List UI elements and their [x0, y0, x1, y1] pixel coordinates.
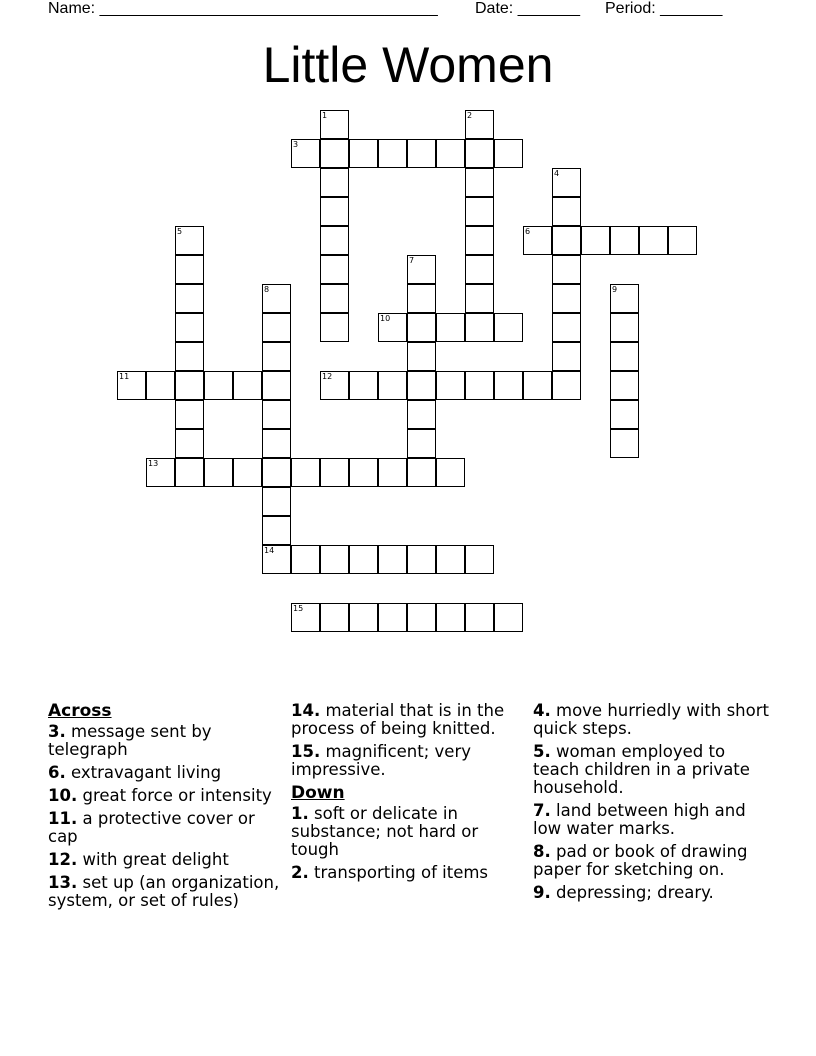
- grid-cell[interactable]: [436, 545, 465, 574]
- clue-text: move hurriedly with short quick steps.: [533, 701, 769, 738]
- grid-cell[interactable]: [262, 487, 291, 516]
- grid-cell[interactable]: [233, 371, 262, 400]
- grid-cell[interactable]: [320, 458, 349, 487]
- grid-cell[interactable]: [581, 226, 610, 255]
- down-heading: Down: [291, 783, 345, 803]
- page-title: Little Women: [262, 37, 554, 93]
- grid-cell[interactable]: [204, 458, 233, 487]
- grid-cell[interactable]: [465, 603, 494, 632]
- grid-cell[interactable]: [175, 226, 204, 255]
- clues-column-3: [533, 702, 769, 907]
- cell-number: 5: [177, 227, 183, 236]
- grid-cell[interactable]: [610, 313, 639, 342]
- grid-cell[interactable]: [320, 284, 349, 313]
- clue-number: 8.: [533, 842, 551, 861]
- grid-cell[interactable]: [407, 400, 436, 429]
- cell-number: 11: [119, 372, 130, 381]
- grid-cell[interactable]: [262, 458, 291, 487]
- grid-cell[interactable]: [175, 429, 204, 458]
- clue-number: 1.: [291, 804, 309, 823]
- clue-down-4: [533, 702, 769, 738]
- grid-cell[interactable]: [407, 139, 436, 168]
- date-field-label[interactable]: Date: _______: [475, 0, 580, 17]
- grid-cell[interactable]: [407, 545, 436, 574]
- grid-cell[interactable]: [262, 429, 291, 458]
- grid-cell[interactable]: [552, 255, 581, 284]
- grid-cell[interactable]: [552, 313, 581, 342]
- grid-cell[interactable]: [552, 226, 581, 255]
- grid-cell[interactable]: [494, 139, 523, 168]
- grid-cell[interactable]: [175, 255, 204, 284]
- grid-cell[interactable]: [320, 110, 349, 139]
- clue-number: 5.: [533, 742, 551, 761]
- clue-number: 7.: [533, 801, 551, 820]
- clue-across-11: [48, 810, 284, 846]
- grid-cell[interactable]: [175, 313, 204, 342]
- clue-down-8: [533, 843, 769, 879]
- clue-number: 9.: [533, 883, 551, 902]
- clue-across-3: [48, 723, 284, 759]
- clue-text: set up (an organization, system, or set of rules): [48, 873, 280, 910]
- grid-cell[interactable]: [407, 603, 436, 632]
- clue-text: transporting of items: [314, 863, 489, 882]
- grid-cell[interactable]: [407, 458, 436, 487]
- grid-cell[interactable]: [610, 226, 639, 255]
- grid-cell[interactable]: [523, 226, 552, 255]
- clue-text: woman employed to teach children in a private household.: [533, 742, 750, 797]
- grid-cell[interactable]: [378, 545, 407, 574]
- grid-cell[interactable]: [436, 313, 465, 342]
- cell-number: 6: [525, 227, 531, 236]
- grid-cell[interactable]: [262, 371, 291, 400]
- grid-cell[interactable]: [320, 603, 349, 632]
- cell-number: 7: [409, 256, 415, 265]
- grid-cell[interactable]: [465, 545, 494, 574]
- clue-across-14: [291, 702, 527, 738]
- cell-number: 12: [322, 372, 333, 381]
- clue-text: depressing; dreary.: [556, 883, 714, 902]
- clues-column-1: [48, 702, 284, 915]
- grid-cell[interactable]: [378, 313, 407, 342]
- clue-across-13: [48, 874, 284, 910]
- clue-across-12: [48, 851, 284, 869]
- grid-cell[interactable]: [407, 284, 436, 313]
- grid-cell[interactable]: [552, 371, 581, 400]
- period-field-label[interactable]: Period: _______: [605, 0, 723, 17]
- clue-text: a protective cover or cap: [48, 809, 255, 846]
- grid-cell[interactable]: [320, 255, 349, 284]
- grid-cell[interactable]: [175, 458, 204, 487]
- grid-cell[interactable]: [291, 603, 320, 632]
- cell-number: 15: [293, 604, 304, 613]
- grid-cell[interactable]: [407, 313, 436, 342]
- cell-number: 10: [380, 314, 391, 323]
- grid-cell[interactable]: [320, 139, 349, 168]
- grid-cell[interactable]: [262, 284, 291, 313]
- clue-across-6: [48, 764, 284, 782]
- grid-cell[interactable]: [378, 603, 407, 632]
- grid-cell[interactable]: [552, 342, 581, 371]
- cell-number: 13: [148, 459, 159, 468]
- grid-cell[interactable]: [291, 139, 320, 168]
- grid-cell[interactable]: [465, 110, 494, 139]
- name-field-label[interactable]: Name: ______________________________________: [48, 0, 438, 17]
- grid-cell[interactable]: [465, 255, 494, 284]
- grid-cell[interactable]: [175, 284, 204, 313]
- clues-column-2: [291, 702, 527, 887]
- clue-number: 2.: [291, 863, 309, 882]
- grid-cell[interactable]: [407, 255, 436, 284]
- grid-cell[interactable]: [291, 545, 320, 574]
- clue-number: 14.: [291, 701, 321, 720]
- grid-cell[interactable]: [175, 342, 204, 371]
- clue-number: 11.: [48, 809, 78, 828]
- grid-cell[interactable]: [233, 458, 262, 487]
- grid-cell[interactable]: [117, 371, 146, 400]
- grid-cell[interactable]: [668, 226, 697, 255]
- clue-text: material that is in the process of being knitted.: [291, 701, 505, 738]
- clue-down-9: [533, 884, 769, 902]
- clue-number: 3.: [48, 722, 66, 741]
- grid-cell[interactable]: [262, 545, 291, 574]
- grid-cell[interactable]: [523, 371, 552, 400]
- grid-cell[interactable]: [320, 226, 349, 255]
- grid-cell[interactable]: [378, 458, 407, 487]
- grid-cell[interactable]: [610, 342, 639, 371]
- grid-cell[interactable]: [436, 139, 465, 168]
- grid-cell[interactable]: [146, 371, 175, 400]
- grid-cell[interactable]: [465, 226, 494, 255]
- clue-text: soft or delicate in substance; not hard or tough: [291, 804, 479, 859]
- grid-cell[interactable]: [320, 371, 349, 400]
- clue-text: with great delight: [82, 850, 229, 869]
- grid-cell[interactable]: [552, 168, 581, 197]
- clue-across-10: [48, 787, 284, 805]
- across-heading: Across: [48, 701, 112, 721]
- grid-cell[interactable]: [349, 458, 378, 487]
- grid-cell[interactable]: [610, 400, 639, 429]
- grid-cell[interactable]: [378, 139, 407, 168]
- grid-cell[interactable]: [465, 197, 494, 226]
- grid-cell[interactable]: [262, 516, 291, 545]
- cell-number: 4: [554, 169, 560, 178]
- clue-down-2: [291, 864, 527, 882]
- cell-number: 8: [264, 285, 270, 294]
- grid-cell[interactable]: [407, 342, 436, 371]
- clue-number: 10.: [48, 786, 78, 805]
- grid-cell[interactable]: [407, 371, 436, 400]
- clue-number: 12.: [48, 850, 78, 869]
- grid-cell[interactable]: [291, 458, 320, 487]
- clue-number: 15.: [291, 742, 321, 761]
- clue-text: message sent by telegraph: [48, 722, 212, 759]
- cell-number: 3: [293, 140, 299, 149]
- clue-number: 6.: [48, 763, 66, 782]
- clue-down-7: [533, 802, 769, 838]
- clue-down-1: [291, 805, 527, 859]
- grid-cell[interactable]: [465, 139, 494, 168]
- clue-text: magnificent; very impressive.: [291, 742, 471, 779]
- grid-cell[interactable]: [610, 284, 639, 313]
- grid-cell[interactable]: [552, 284, 581, 313]
- grid-cell[interactable]: [465, 284, 494, 313]
- grid-cell[interactable]: [494, 313, 523, 342]
- clue-text: pad or book of drawing paper for sketching on.: [533, 842, 748, 879]
- grid-cell[interactable]: [494, 371, 523, 400]
- clue-text: land between high and low water marks.: [533, 801, 746, 838]
- grid-cell[interactable]: [320, 313, 349, 342]
- grid-cell[interactable]: [262, 342, 291, 371]
- grid-cell[interactable]: [320, 545, 349, 574]
- grid-cell[interactable]: [552, 197, 581, 226]
- grid-cell[interactable]: [349, 139, 378, 168]
- grid-cell[interactable]: [639, 226, 668, 255]
- grid-cell[interactable]: [465, 168, 494, 197]
- grid-cell[interactable]: [465, 313, 494, 342]
- cell-number: 9: [612, 285, 618, 294]
- grid-cell[interactable]: [320, 197, 349, 226]
- grid-cell[interactable]: [494, 603, 523, 632]
- grid-cell[interactable]: [610, 429, 639, 458]
- grid-cell[interactable]: [320, 168, 349, 197]
- clue-down-5: [533, 743, 769, 797]
- grid-cell[interactable]: [436, 458, 465, 487]
- grid-cell[interactable]: [262, 400, 291, 429]
- grid-cell[interactable]: [349, 371, 378, 400]
- grid-cell[interactable]: [146, 458, 175, 487]
- clue-number: 4.: [533, 701, 551, 720]
- grid-cell[interactable]: [175, 400, 204, 429]
- grid-cell[interactable]: [436, 603, 465, 632]
- grid-cell[interactable]: [262, 313, 291, 342]
- grid-cell[interactable]: [204, 371, 233, 400]
- grid-cell[interactable]: [378, 371, 407, 400]
- cell-number: 14: [264, 546, 275, 555]
- grid-cell[interactable]: [610, 371, 639, 400]
- clue-text: great force or intensity: [82, 786, 272, 805]
- cell-number: 1: [322, 111, 328, 120]
- grid-cell[interactable]: [349, 603, 378, 632]
- grid-cell[interactable]: [436, 371, 465, 400]
- clue-text: extravagant living: [71, 763, 222, 782]
- grid-cell[interactable]: [175, 371, 204, 400]
- grid-cell[interactable]: [407, 429, 436, 458]
- grid-cell[interactable]: [465, 371, 494, 400]
- clue-number: 13.: [48, 873, 78, 892]
- cell-number: 2: [467, 111, 473, 120]
- grid-cell[interactable]: [349, 545, 378, 574]
- clue-across-15: [291, 743, 527, 779]
